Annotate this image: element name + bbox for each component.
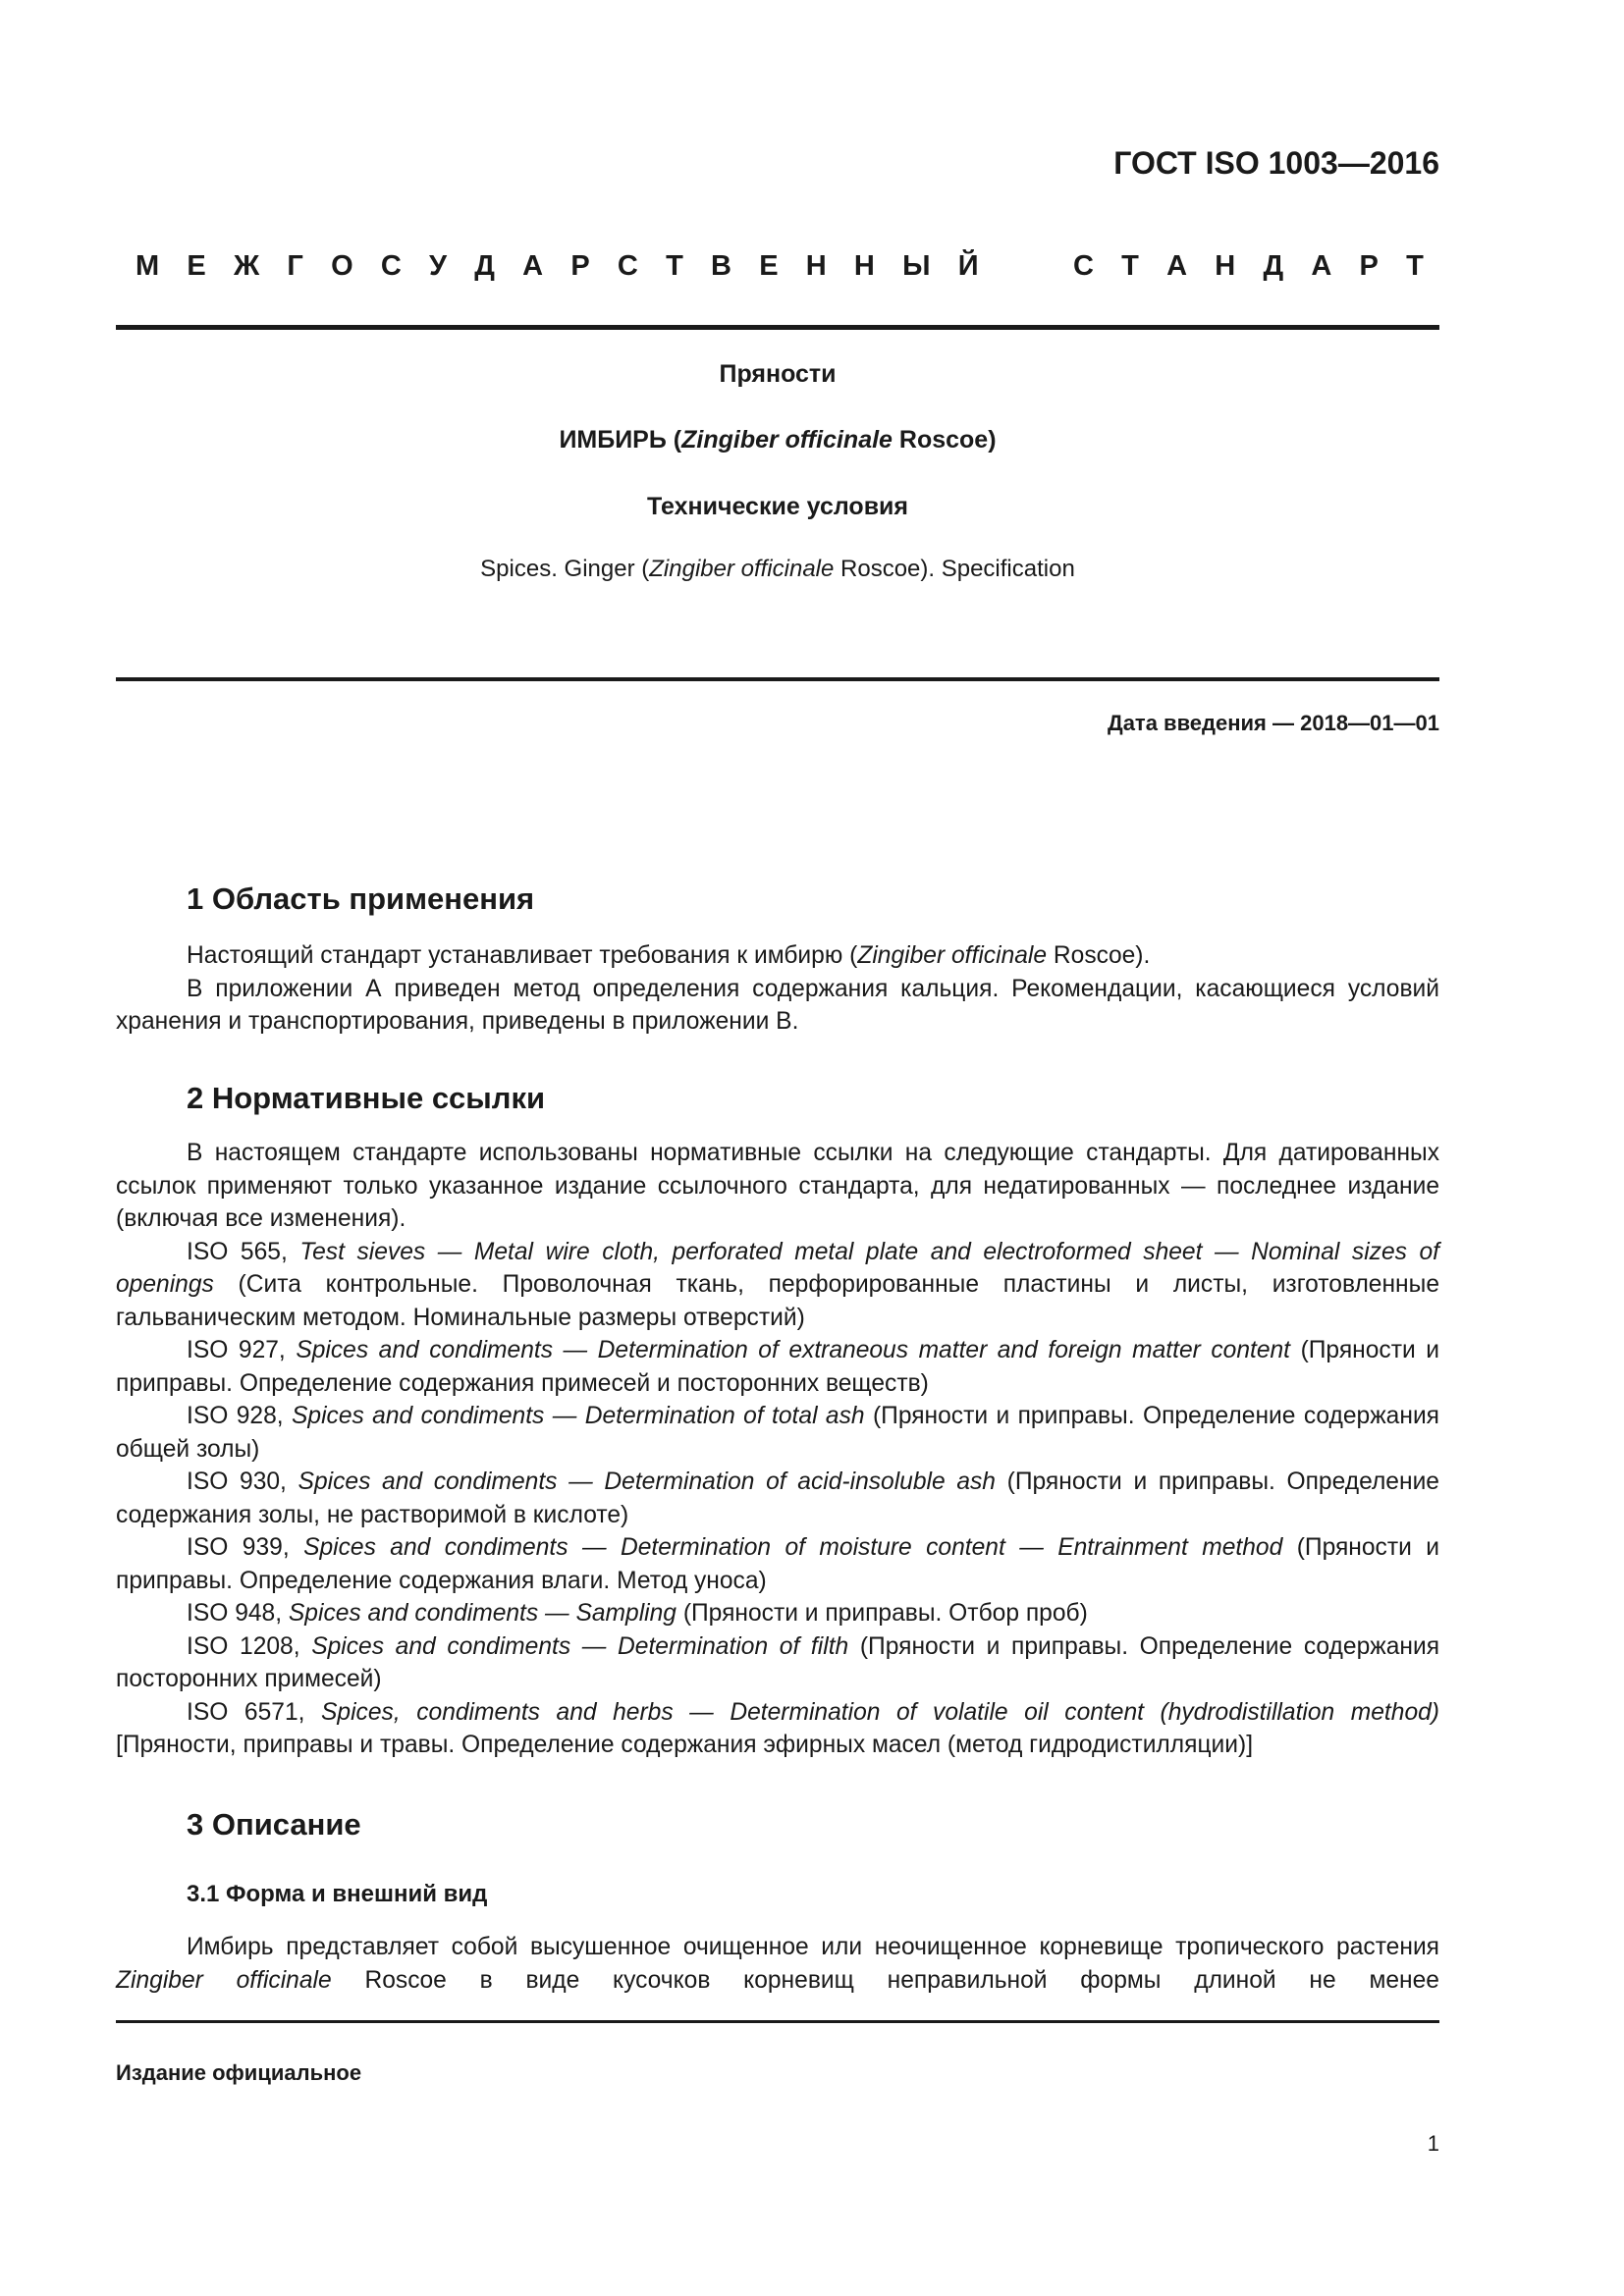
reference-title: Spices and condiments — Determination of acid-insoluble ash	[298, 1468, 996, 1495]
title-english-prefix: Spices. Ginger (	[480, 556, 650, 582]
banner-letter: Р	[1359, 250, 1379, 282]
reference-code: ISO 6571,	[187, 1698, 322, 1726]
reference-title: Spices, condiments and herbs — Determination of volatile oil content (hydrodistillation method)	[321, 1698, 1439, 1726]
section-3-heading: 3 Описание	[187, 1807, 361, 1842]
banner-letter: О	[331, 250, 353, 282]
title-category: Пряности	[719, 360, 837, 388]
reference-code: ISO 1208,	[187, 1632, 312, 1660]
reference-item	[116, 1597, 1439, 1630]
subsection-3-1-heading: 3.1 Форма и внешний вид	[187, 1881, 488, 1907]
banner-letter: Н	[805, 250, 827, 282]
reference-item	[116, 1236, 1439, 1335]
latin-name: Zingiber officinale	[116, 1966, 332, 1994]
banner-letter: Е	[187, 250, 206, 282]
reference-title: Spices and condiments — Determination of moisture content — Entrainment method	[303, 1534, 1283, 1561]
reference-translation: (Пряности и приправы. Определение содержания примесей и посторонних веществ)	[116, 1337, 1439, 1397]
title-main-prefix: ИМБИРЬ (	[559, 426, 682, 454]
reference-item	[116, 1334, 1439, 1400]
reference-title: Spices and condiments — Sampling	[288, 1600, 677, 1627]
reference-code: ISO 565,	[187, 1238, 300, 1265]
reference-item	[116, 1400, 1439, 1466]
reference-translation: (Пряности и приправы. Определение содержания посторонних примесей)	[116, 1632, 1440, 1692]
section-1-heading: 1 Область применения	[187, 881, 535, 916]
banner-letter: С	[1073, 250, 1094, 282]
interstate-standard-banner	[135, 250, 1424, 283]
section-2-body	[116, 1137, 1439, 1762]
banner-letter: Г	[287, 250, 303, 282]
banner-letter: М	[135, 250, 160, 282]
latin-name: Zingiber officinale	[857, 942, 1048, 969]
reference-code: ISO 930,	[187, 1468, 298, 1495]
introduction-date: Дата введения — 2018—01—01	[1108, 711, 1439, 735]
banner-letter: Т	[1406, 250, 1424, 282]
title-rule	[116, 677, 1439, 681]
banner-letter: С	[380, 250, 402, 282]
banner-word-gap	[1006, 250, 1046, 283]
reference-translation: (Сита контрольные. Проволочная ткань, перфорированные пластины и листы, изготовленные гальваническим методом. Номинальные размеры отверстий)	[116, 1271, 1439, 1331]
banner-letter: Ж	[233, 250, 260, 282]
section-2-intro: В настоящем стандарте использованы нормативные ссылки на следующие стандарты. Для датированных ссылок применяют только указанное издание ссылочного стандарта, для недатированных — последнее издание (включая все изменения).	[116, 1140, 1439, 1232]
banner-letter: Д	[474, 250, 495, 282]
page-number: 1	[1427, 2131, 1439, 2156]
text-run: Roscoe в виде кусочков корневищ неправильной формы длиной не менее	[331, 1966, 1439, 1994]
title-english-latin: Zingiber officinale	[649, 556, 835, 582]
banner-letter: В	[711, 250, 731, 282]
reference-code: ISO 928,	[187, 1403, 292, 1429]
top-rule	[116, 325, 1439, 330]
banner-letter: Й	[957, 250, 979, 282]
reference-code: ISO 939,	[187, 1534, 304, 1561]
reference-title: Spices and condiments — Determination of extraneous matter and foreign matter content	[296, 1337, 1291, 1363]
banner-letter: Н	[853, 250, 875, 282]
section-1-paragraph-1	[116, 939, 1439, 973]
text-run: Имбирь представляет собой высушенное очищенное или неочищенное корневище тропического растения	[187, 1934, 1439, 1960]
document-code: ГОСТ ISO 1003—2016	[1113, 145, 1439, 181]
banner-letter: Ы	[902, 250, 931, 282]
banner-letter: У	[429, 250, 448, 282]
banner-letter: С	[617, 250, 638, 282]
banner-letter: Н	[1215, 250, 1236, 282]
reference-translation: (Пряности и приправы. Определение содержания влаги. Метод уноса)	[116, 1534, 1439, 1594]
banner-letter: Т	[1121, 250, 1139, 282]
banner-letter: А	[1166, 250, 1188, 282]
text-run: Roscoe).	[1047, 942, 1151, 969]
section-2-heading: 2 Нормативные ссылки	[187, 1081, 546, 1115]
reference-item	[116, 1630, 1439, 1696]
reference-translation: [Пряности, приправы и травы. Определение содержания эфирных масел (метод гидродистилляции)]	[116, 1732, 1254, 1758]
reference-translation: (Пряности и приправы. Определение содержания золы, не растворимой в кислоте)	[116, 1468, 1439, 1528]
reference-item	[116, 1696, 1439, 1762]
title-english-suffix: Roscoe). Specification	[834, 556, 1075, 582]
section-3-body	[116, 1931, 1439, 1997]
official-edition-label: Издание официальное	[116, 2060, 362, 2085]
reference-item	[116, 1466, 1439, 1531]
reference-translation: (Пряности и приправы. Определение содержания общей золы)	[116, 1403, 1439, 1463]
banner-letter: Д	[1263, 250, 1284, 282]
banner-letter: А	[1311, 250, 1332, 282]
reference-code: ISO 927,	[187, 1337, 297, 1363]
reference-title: Spices and condiments — Determination of filth	[311, 1632, 849, 1660]
banner-letter: Р	[570, 250, 590, 282]
reference-item	[116, 1531, 1439, 1597]
title-main-latin: Zingiber officinale	[681, 426, 893, 454]
banner-letter: Е	[759, 250, 779, 282]
title-main-suffix: Roscoe)	[892, 426, 997, 454]
section-1-body	[116, 939, 1439, 1039]
banner-letter: Т	[666, 250, 683, 282]
section-1-paragraph-2: В приложении А приведен метод определения содержания кальция. Рекомендации, касающиеся условий хранения и транспортирования, приведены в приложении В.	[116, 975, 1439, 1035]
reference-title: Test sieves — Metal wire cloth, perforated metal plate and electroformed sheet — Nominal sizes of openings	[116, 1238, 1439, 1298]
reference-code: ISO 948,	[187, 1600, 289, 1627]
section-3-paragraph	[116, 1931, 1439, 1997]
reference-translation: (Пряности и приправы. Отбор проб)	[676, 1600, 1088, 1627]
text-run: Настоящий стандарт устанавливает требования к имбирю (	[187, 942, 858, 969]
reference-title: Spices and condiments — Determination of total ash	[291, 1403, 865, 1429]
reference-list	[116, 1236, 1439, 1762]
footer-rule	[116, 2020, 1439, 2023]
title-subtitle: Технические условия	[646, 493, 909, 520]
banner-letter: А	[522, 250, 544, 282]
title-main	[116, 426, 1439, 454]
title-english	[116, 556, 1439, 583]
